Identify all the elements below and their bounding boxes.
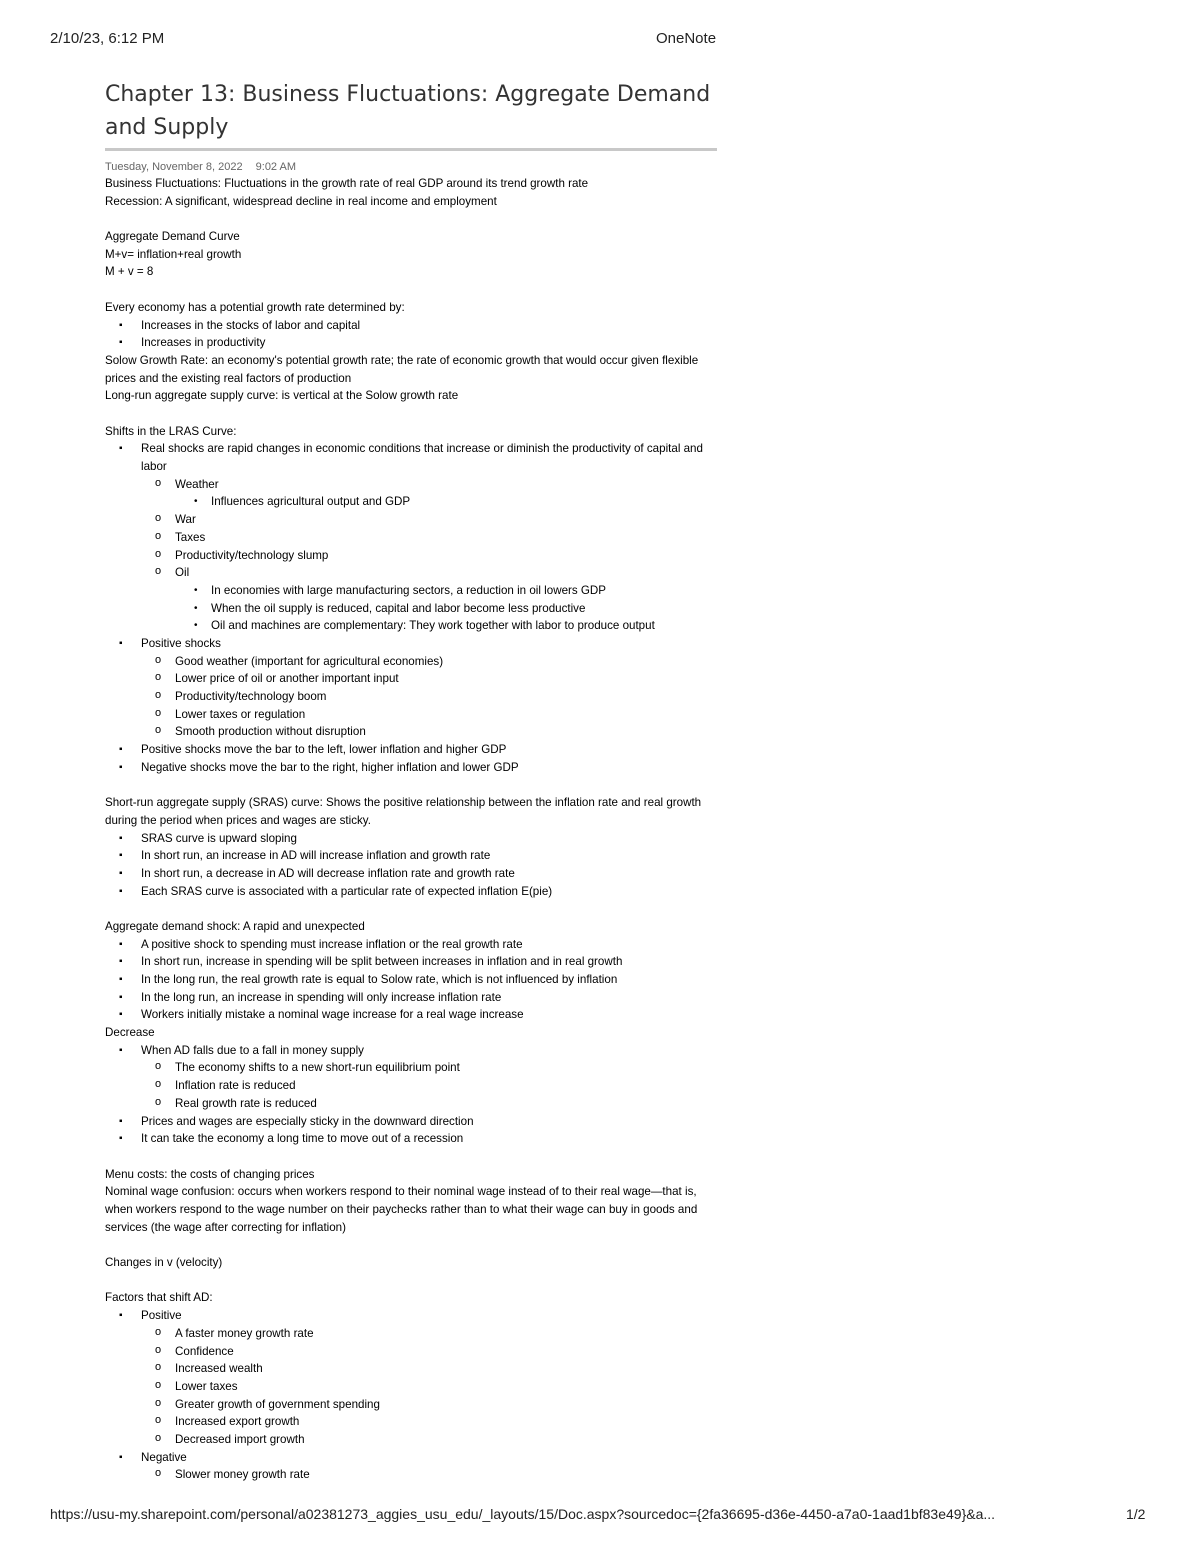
sub-bullet-item: o Slower money growth rate — [105, 1466, 717, 1484]
bullet-item: ▪ Real shocks are rapid changes in economic conditions that increase or diminish the productivity of capital and labor — [105, 440, 717, 475]
onenote-page — [105, 78, 717, 1484]
sub-bullet-item: o Productivity/technology slump — [105, 547, 717, 565]
bullet-item: ▪ Each SRAS curve is associated with a particular rate of expected inflation E(pie) — [105, 883, 717, 901]
note-line: M+v= inflation+real growth — [105, 247, 242, 261]
note-blank-line — [105, 1272, 717, 1290]
sub-bullet-item: o Oil — [105, 564, 717, 582]
sub-sub-bullet-item: • Oil and machines are complementary: They work together with labor to produce output — [105, 617, 717, 635]
sub-bullet-item: o Decreased import growth — [105, 1431, 717, 1449]
sub-bullet-item: o Increased wealth — [105, 1360, 717, 1378]
bullet-item: ▪ It can take the economy a long time to move out of a recession — [105, 1130, 717, 1148]
sub-sub-bullet-item: • When the oil supply is reduced, capital and labor become less productive — [105, 600, 717, 618]
sub-bullet-item: o Confidence — [105, 1343, 717, 1361]
notes-body — [105, 175, 717, 1484]
note-line: Decrease — [105, 1026, 155, 1040]
sub-bullet-item: o Taxes — [105, 529, 717, 547]
bullet-item: ▪ In short run, increase in spending will be split between increases in inflation and in real growth — [105, 953, 717, 971]
note-line: M + v = 8 — [105, 265, 154, 279]
sub-bullet-item: o Inflation rate is reduced — [105, 1077, 717, 1095]
sub-bullet-item: o Real growth rate is reduced — [105, 1095, 717, 1113]
bullet-item: ▪ In the long run, an increase in spending will only increase inflation rate — [105, 989, 717, 1007]
bullet-item: ▪ Positive — [105, 1307, 717, 1325]
note-line: Short-run aggregate supply (SRAS) curve: Shows the positive relationship between the inflation rate and real growth during the period when prices and wages are sticky. — [105, 796, 702, 827]
sub-bullet-item: o Productivity/technology boom — [105, 688, 717, 706]
sub-bullet-item: o War — [105, 511, 717, 529]
note-line: Recession: A significant, widespread decline in real income and employment — [105, 194, 497, 208]
page-date-time: 9:02 AM — [255, 161, 296, 173]
page-date — [105, 159, 717, 175]
note-line: Aggregate Demand Curve — [105, 230, 240, 244]
bullet-item: ▪ When AD falls due to a fall in money supply — [105, 1042, 717, 1060]
note-blank-line — [105, 281, 717, 299]
note-line: Nominal wage confusion: occurs when workers respond to their nominal wage instead of to their real wage—that is, when workers respond to the wage number on their paychecks rather than to what their wage can buy in goods and services (the wage after correcting for inflation) — [105, 1185, 698, 1234]
sub-bullet-item: o Increased export growth — [105, 1413, 717, 1431]
print-datetime: 2/10/23, 6:12 PM — [50, 30, 165, 47]
sub-bullet-item: o Lower taxes or regulation — [105, 706, 717, 724]
note-blank-line — [105, 1148, 717, 1166]
print-page-number: 1/2 — [1126, 1506, 1146, 1522]
bullet-item: ▪ Workers initially mistake a nominal wage increase for a real wage increase — [105, 1006, 717, 1024]
print-url: https://usu-my.sharepoint.com/personal/a02381273_aggies_usu_edu/_layouts/15/Doc.aspx?sourcedoc={2fa36695-d36e-4450-a7a0-1aad1bf83e49}&a... — [50, 1506, 996, 1522]
note-line: Business Fluctuations: Fluctuations in the growth rate of real GDP around its trend growth rate — [105, 177, 589, 190]
sub-bullet-item: o Lower price of oil or another important input — [105, 670, 717, 688]
bullet-item: ▪ A positive shock to spending must increase inflation or the real growth rate — [105, 936, 717, 954]
bullet-item: ▪ Positive shocks move the bar to the left, lower inflation and higher GDP — [105, 741, 717, 759]
bullet-item: ▪ In short run, an increase in AD will increase inflation and growth rate — [105, 847, 717, 865]
note-line: Menu costs: the costs of changing prices — [105, 1167, 315, 1181]
bullet-item: ▪ SRAS curve is upward sloping — [105, 830, 717, 848]
sub-bullet-item: o Weather — [105, 476, 717, 494]
bullet-item: ▪ Positive shocks — [105, 635, 717, 653]
sub-sub-bullet-item: • In economies with large manufacturing sectors, a reduction in oil lowers GDP — [105, 582, 717, 600]
bullet-item: ▪ Negative shocks move the bar to the right, higher inflation and lower GDP — [105, 759, 717, 777]
note-blank-line — [105, 776, 717, 794]
page-title: Chapter 13: Business Fluctuations: Aggregate Demand and Supply — [105, 78, 717, 151]
bullet-item: ▪ In the long run, the real growth rate is equal to Solow rate, which is not influenced by inflation — [105, 971, 717, 989]
bullet-item: ▪ Increases in productivity — [105, 334, 717, 352]
note-line: Shifts in the LRAS Curve: — [105, 424, 237, 438]
note-blank-line — [105, 210, 717, 228]
note-blank-line — [105, 900, 717, 918]
sub-bullet-item: o A faster money growth rate — [105, 1325, 717, 1343]
note-line: Changes in v (velocity) — [105, 1256, 223, 1270]
sub-bullet-item: o Greater growth of government spending — [105, 1396, 717, 1414]
note-blank-line — [105, 1236, 717, 1254]
note-blank-line — [105, 405, 717, 423]
bullet-item: ▪ In short run, a decrease in AD will decrease inflation rate and growth rate — [105, 865, 717, 883]
sub-sub-bullet-item: • Influences agricultural output and GDP — [105, 493, 717, 511]
bullet-item: ▪ Negative — [105, 1449, 717, 1467]
print-app-name: OneNote — [656, 30, 717, 47]
note-line: Solow Growth Rate: an economy's potential growth rate; the rate of economic growth that would occur given flexible prices and the existing real factors of production — [105, 353, 699, 385]
note-line: Every economy has a potential growth rate determined by: — [105, 300, 405, 314]
sub-bullet-item: o Lower taxes — [105, 1378, 717, 1396]
note-line: Factors that shift AD: — [105, 1291, 213, 1305]
note-line: Aggregate demand shock: A rapid and unexpected — [105, 919, 365, 933]
sub-bullet-item: o The economy shifts to a new short-run equilibrium point — [105, 1059, 717, 1077]
sub-bullet-item: o Smooth production without disruption — [105, 723, 717, 741]
bullet-item: ▪ Prices and wages are especially sticky in the downward direction — [105, 1113, 717, 1131]
bullet-item: ▪ Increases in the stocks of labor and capital — [105, 317, 717, 335]
page-date-day: Tuesday, November 8, 2022 — [105, 161, 243, 173]
note-line: Long-run aggregate supply curve: is vertical at the Solow growth rate — [105, 389, 459, 403]
sub-bullet-item: o Good weather (important for agricultural economies) — [105, 653, 717, 671]
